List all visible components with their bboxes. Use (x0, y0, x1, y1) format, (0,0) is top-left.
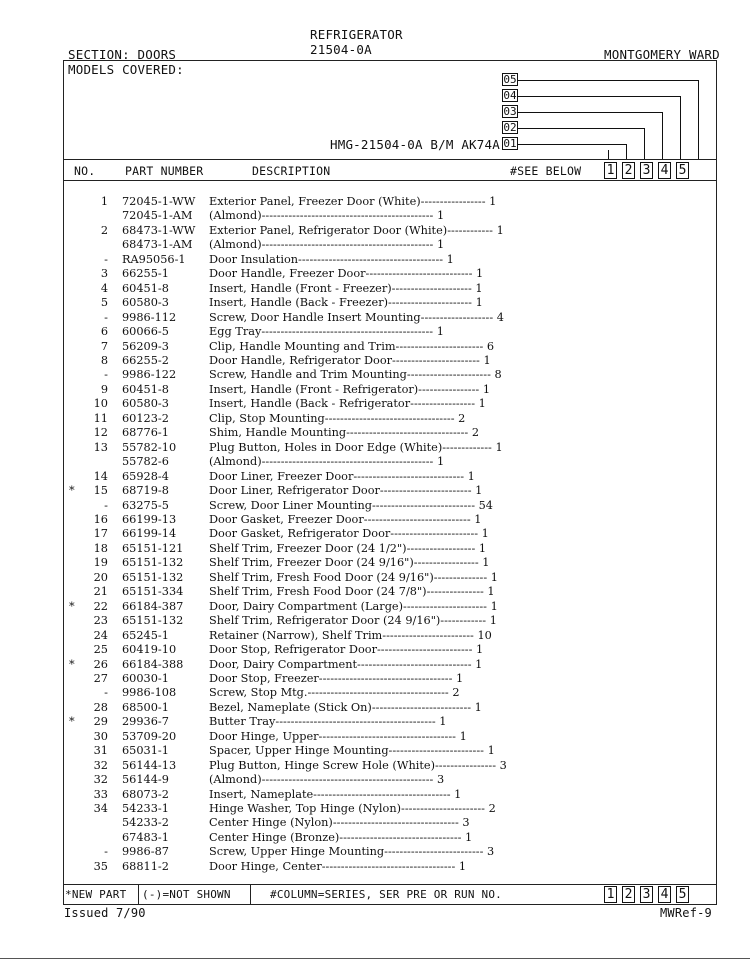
col-part-number: PART NUMBER (125, 164, 204, 178)
part-number: 60123-2 (122, 411, 169, 425)
item-number: 8 (100, 353, 108, 367)
part-description: Screw, Stop Mtg.------------------------------------- 2 (209, 686, 460, 700)
part-description: Retainer (Narrow), Shelf Trim------------------------ 10 (209, 628, 492, 642)
reference-code: MWRef-9 (660, 906, 712, 920)
item-number: 32 (93, 773, 108, 787)
part-number: 60066-5 (122, 325, 169, 339)
item-number: 24 (93, 628, 108, 642)
series-col-5: 5 (676, 162, 689, 179)
series-col-1: 1 (604, 162, 617, 179)
part-row (64, 513, 714, 527)
item-number: - (104, 368, 108, 382)
item-number: 28 (93, 700, 108, 714)
item-number: 11 (93, 411, 108, 425)
part-row (64, 325, 714, 339)
item-number: 1 (100, 195, 108, 208)
item-number: 12 (93, 426, 108, 440)
part-row (64, 455, 714, 469)
part-description: Door Liner, Refrigerator Door------------------------ 1 (209, 484, 483, 498)
item-number: 21 (93, 585, 108, 599)
part-number: 68473-1-WW (122, 223, 196, 237)
part-description: Shelf Trim, Freezer Door (24 1/2")------------------ 1 (209, 541, 487, 555)
part-description: Door Liner, Freezer Door----------------------------- 1 (209, 469, 475, 483)
footer-series-1: 1 (604, 886, 617, 903)
item-number: 32 (93, 758, 108, 772)
part-row (64, 209, 714, 223)
item-number: 10 (93, 397, 108, 411)
part-description: Screw, Upper Hinge Mounting-------------------------- 3 (209, 845, 495, 859)
part-row (64, 195, 714, 209)
part-row (64, 831, 714, 845)
part-row (64, 715, 714, 729)
part-row (64, 643, 714, 657)
part-number: 29936-7 (122, 715, 169, 729)
new-part-marker: * (69, 484, 75, 498)
part-row (64, 816, 714, 830)
series-col-2: 2 (622, 162, 635, 179)
part-description: (Almond)--------------------------------------------- 3 (209, 773, 445, 787)
part-number: 67483-1 (122, 830, 169, 844)
col-no: NO. (74, 164, 96, 178)
part-row (64, 311, 714, 325)
part-description: Shim, Handle Mounting-------------------------------- 2 (209, 426, 480, 440)
col-description: DESCRIPTION (252, 164, 331, 178)
part-description: Plug Button, Holes in Door Edge (White)------------- 1 (209, 440, 503, 454)
part-description: Door Stop, Freezer----------------------------------- 1 (209, 671, 464, 685)
parts-table (64, 195, 714, 874)
part-row (64, 383, 714, 397)
part-description: Insert, Handle (Back - Freezer)---------------------- 1 (209, 296, 483, 310)
footer-series-3: 3 (640, 886, 653, 903)
footer-series-2: 2 (622, 886, 635, 903)
part-number: 54233-2 (122, 816, 169, 830)
item-number: 35 (93, 859, 108, 873)
part-row (64, 470, 714, 484)
part-description: Butter Tray------------------------------------------ 1 (209, 715, 447, 729)
part-number: 53709-20 (122, 729, 177, 743)
model-code: HMG-21504-0A B/M AK74A (330, 137, 500, 152)
part-row (64, 845, 714, 859)
part-description: Shelf Trim, Freezer Door (24 9/16")----------------- 1 (209, 556, 490, 570)
part-description: Door Handle, Freezer Door---------------------------- 1 (209, 267, 484, 281)
part-number: 66255-1 (122, 267, 169, 281)
part-row (64, 571, 714, 585)
part-description: (Almond)--------------------------------------------- 1 (209, 209, 445, 223)
part-number: 56144-9 (122, 773, 169, 787)
doc-title: REFRIGERATOR (310, 27, 403, 42)
part-number: 54233-1 (122, 802, 169, 816)
part-number: 60580-3 (122, 296, 169, 310)
item-number: 15 (93, 484, 108, 498)
part-number: 66184-387 (122, 599, 184, 613)
series-col-3: 3 (640, 162, 653, 179)
part-number: 9986-122 (122, 368, 177, 382)
item-number: 27 (93, 671, 108, 685)
part-number: 9986-112 (122, 310, 177, 324)
part-row (64, 585, 714, 599)
part-description: Bezel, Nameplate (Stick On)-------------------------- 1 (209, 700, 482, 714)
item-number: 33 (93, 787, 108, 801)
section-label: SECTION: DOORS (68, 47, 177, 62)
part-description: Door Insulation-------------------------------------- 1 (209, 252, 454, 266)
part-description: Center Hinge (Bronze)-------------------------------- 1 (209, 830, 473, 844)
part-description: (Almond)--------------------------------------------- 1 (209, 455, 445, 469)
part-number: 68811-2 (122, 859, 169, 873)
part-number: 68473-1-AM (122, 238, 193, 252)
series-code-04: 04 (503, 89, 517, 102)
part-row (64, 238, 714, 252)
part-description: Egg Tray--------------------------------------------- 1 (209, 325, 444, 339)
part-row (64, 672, 714, 686)
part-description: Exterior Panel, Refrigerator Door (White)------------ 1 (209, 223, 504, 237)
item-number: 16 (93, 512, 108, 526)
part-number: 56209-3 (122, 339, 169, 353)
part-row (64, 527, 714, 541)
part-number: 60451-8 (122, 382, 169, 396)
item-number: 17 (93, 527, 108, 541)
part-row (64, 556, 714, 570)
series-columns-footer (604, 886, 694, 903)
part-description: Spacer, Upper Hinge Mounting------------------------- 1 (209, 744, 495, 758)
item-number: 2 (100, 223, 108, 237)
part-row (64, 224, 714, 238)
part-row (64, 412, 714, 426)
part-number: 65151-132 (122, 614, 184, 628)
part-row (64, 426, 714, 440)
page-edge-line (0, 958, 750, 959)
series-columns-header (604, 162, 694, 179)
part-number: 60030-1 (122, 671, 169, 685)
item-number: 5 (100, 296, 108, 310)
part-number: 65031-1 (122, 744, 169, 758)
item-number: 9 (100, 382, 108, 396)
item-number: 19 (93, 556, 108, 570)
item-number: 34 (93, 802, 108, 816)
footer-series-4: 4 (658, 886, 671, 903)
part-row (64, 802, 714, 816)
part-row (64, 629, 714, 643)
part-number: 66255-2 (122, 353, 169, 367)
part-number: 60419-10 (122, 643, 177, 657)
item-number: 14 (93, 469, 108, 483)
part-row (64, 788, 714, 802)
part-description: Insert, Handle (Front - Freezer)--------------------- 1 (209, 281, 483, 295)
part-description: Door, Dairy Compartment (Large)---------------------- 1 (209, 599, 498, 613)
item-number: 18 (93, 541, 108, 555)
part-row (64, 340, 714, 354)
part-number: 9986-108 (122, 686, 177, 700)
part-number: 65151-121 (122, 541, 184, 555)
new-part-marker: * (69, 599, 75, 613)
part-description: (Almond)--------------------------------------------- 1 (209, 238, 445, 252)
col-see-below: #SEE BELOW (510, 164, 582, 178)
item-number: 26 (93, 657, 108, 671)
part-row (64, 267, 714, 281)
part-number: 72045-1-AM (122, 209, 193, 223)
item-number: - (104, 252, 108, 266)
part-description: Clip, Handle Mounting and Trim----------------------- 6 (209, 339, 495, 353)
part-number: RA95056-1 (122, 252, 186, 266)
part-number: 9986-87 (122, 845, 169, 859)
part-description: Shelf Trim, Fresh Food Door (24 9/16")-------------- 1 (209, 570, 498, 584)
item-number: 29 (93, 715, 108, 729)
part-row (64, 282, 714, 296)
part-number: 66199-14 (122, 527, 177, 541)
legend-new-part: *NEW PART (65, 888, 127, 901)
part-row (64, 397, 714, 411)
part-row (64, 499, 714, 513)
item-number: 20 (93, 570, 108, 584)
item-number: 30 (93, 729, 108, 743)
series-col-4: 4 (658, 162, 671, 179)
part-description: Plug Button, Hinge Screw Hole (White)---------------- 3 (209, 758, 507, 772)
part-row (64, 600, 714, 614)
item-number: 22 (93, 599, 108, 613)
part-description: Door, Dairy Compartment------------------------------ 1 (209, 657, 483, 671)
part-description: Exterior Panel, Freezer Door (White)----------------- 1 (209, 195, 497, 208)
new-part-marker: * (69, 657, 75, 671)
item-number: - (104, 845, 108, 859)
new-part-marker: * (69, 715, 75, 729)
part-row (64, 354, 714, 368)
part-description: Insert, Nameplate------------------------------------ 1 (209, 787, 462, 801)
item-number: 7 (100, 339, 108, 353)
part-description: Screw, Door Handle Insert Mounting------------------- 4 (209, 310, 504, 324)
part-number: 65151-132 (122, 570, 184, 584)
series-code-03: 03 (503, 105, 517, 118)
part-number: 68500-1 (122, 700, 169, 714)
part-row (64, 614, 714, 628)
part-row (64, 773, 714, 787)
part-row (64, 484, 714, 498)
part-row (64, 701, 714, 715)
part-number: 68719-8 (122, 484, 169, 498)
part-description: Door Hinge, Upper------------------------------------ 1 (209, 729, 467, 743)
item-number: 6 (100, 325, 108, 339)
series-code-01: 01 (503, 137, 517, 150)
footer-series-5: 5 (676, 886, 689, 903)
part-number: 65151-334 (122, 585, 184, 599)
part-number: 66199-13 (122, 512, 177, 526)
part-row (64, 441, 714, 455)
part-description: Screw, Door Liner Mounting--------------------------- 54 (209, 498, 493, 512)
brand-name: MONTGOMERY WARD (604, 47, 720, 62)
part-number: 65151-132 (122, 556, 184, 570)
legend-not-shown: (-)=NOT SHOWN (142, 888, 231, 901)
part-row (64, 860, 714, 874)
part-row (64, 368, 714, 382)
part-row (64, 759, 714, 773)
part-description: Shelf Trim, Fresh Food Door (24 7/8")--------------- 1 (209, 585, 495, 599)
item-number: 23 (93, 614, 108, 628)
part-description: Door Hinge, Center----------------------------------- 1 (209, 859, 467, 873)
part-number: 60580-3 (122, 397, 169, 411)
part-description: Door Gasket, Refrigerator Door----------------------- 1 (209, 527, 489, 541)
part-description: Shelf Trim, Refrigerator Door (24 9/16")------------ 1 (209, 614, 497, 628)
part-number: 65245-1 (122, 628, 169, 642)
part-number: 60451-8 (122, 281, 169, 295)
part-number: 65928-4 (122, 469, 169, 483)
part-row (64, 542, 714, 556)
part-description: Insert, Handle (Front - Refrigerator)---------------- 1 (209, 382, 491, 396)
item-number: 4 (100, 281, 108, 295)
item-number: 3 (100, 267, 108, 281)
models-covered-label: MODELS COVERED: (68, 62, 184, 77)
part-number: 72045-1-WW (122, 195, 196, 208)
item-number: - (104, 310, 108, 324)
part-description: Screw, Handle and Trim Mounting---------------------- 8 (209, 368, 502, 382)
part-row (64, 744, 714, 758)
item-number: - (104, 686, 108, 700)
part-description: Hinge Washer, Top Hinge (Nylon)---------------------- 2 (209, 802, 496, 816)
item-number: 25 (93, 643, 108, 657)
part-number: 56144-13 (122, 758, 177, 772)
part-number: 68776-1 (122, 426, 169, 440)
part-row (64, 658, 714, 672)
part-description: Insert, Handle (Back - Refrigerator----------------- 1 (209, 397, 486, 411)
model-number: 21504-0A (310, 42, 372, 57)
part-description: Door Handle, Refrigerator Door----------------------- 1 (209, 353, 491, 367)
part-description: Door Stop, Refrigerator Door------------------------- 1 (209, 643, 484, 657)
series-code-02: 02 (503, 121, 517, 134)
item-number: 31 (93, 744, 108, 758)
part-number: 66184-388 (122, 657, 184, 671)
part-row (64, 686, 714, 700)
part-row (64, 730, 714, 744)
part-number: 55782-6 (122, 455, 169, 469)
legend-column-series: #COLUMN=SERIES, SER PRE OR RUN NO. (270, 888, 502, 901)
part-number: 68073-2 (122, 787, 169, 801)
part-number: 55782-10 (122, 440, 177, 454)
part-description: Door Gasket, Freezer Door---------------------------- 1 (209, 512, 482, 526)
item-number: 13 (93, 440, 108, 454)
part-description: Center Hinge (Nylon)--------------------------------- 3 (209, 816, 470, 830)
part-row (64, 253, 714, 267)
series-code-05: 05 (503, 73, 517, 86)
part-row (64, 296, 714, 310)
item-number: - (104, 498, 108, 512)
part-description: Clip, Stop Mounting---------------------------------- 2 (209, 411, 466, 425)
part-number: 63275-5 (122, 498, 169, 512)
issued-date: Issued 7/90 (64, 906, 146, 920)
